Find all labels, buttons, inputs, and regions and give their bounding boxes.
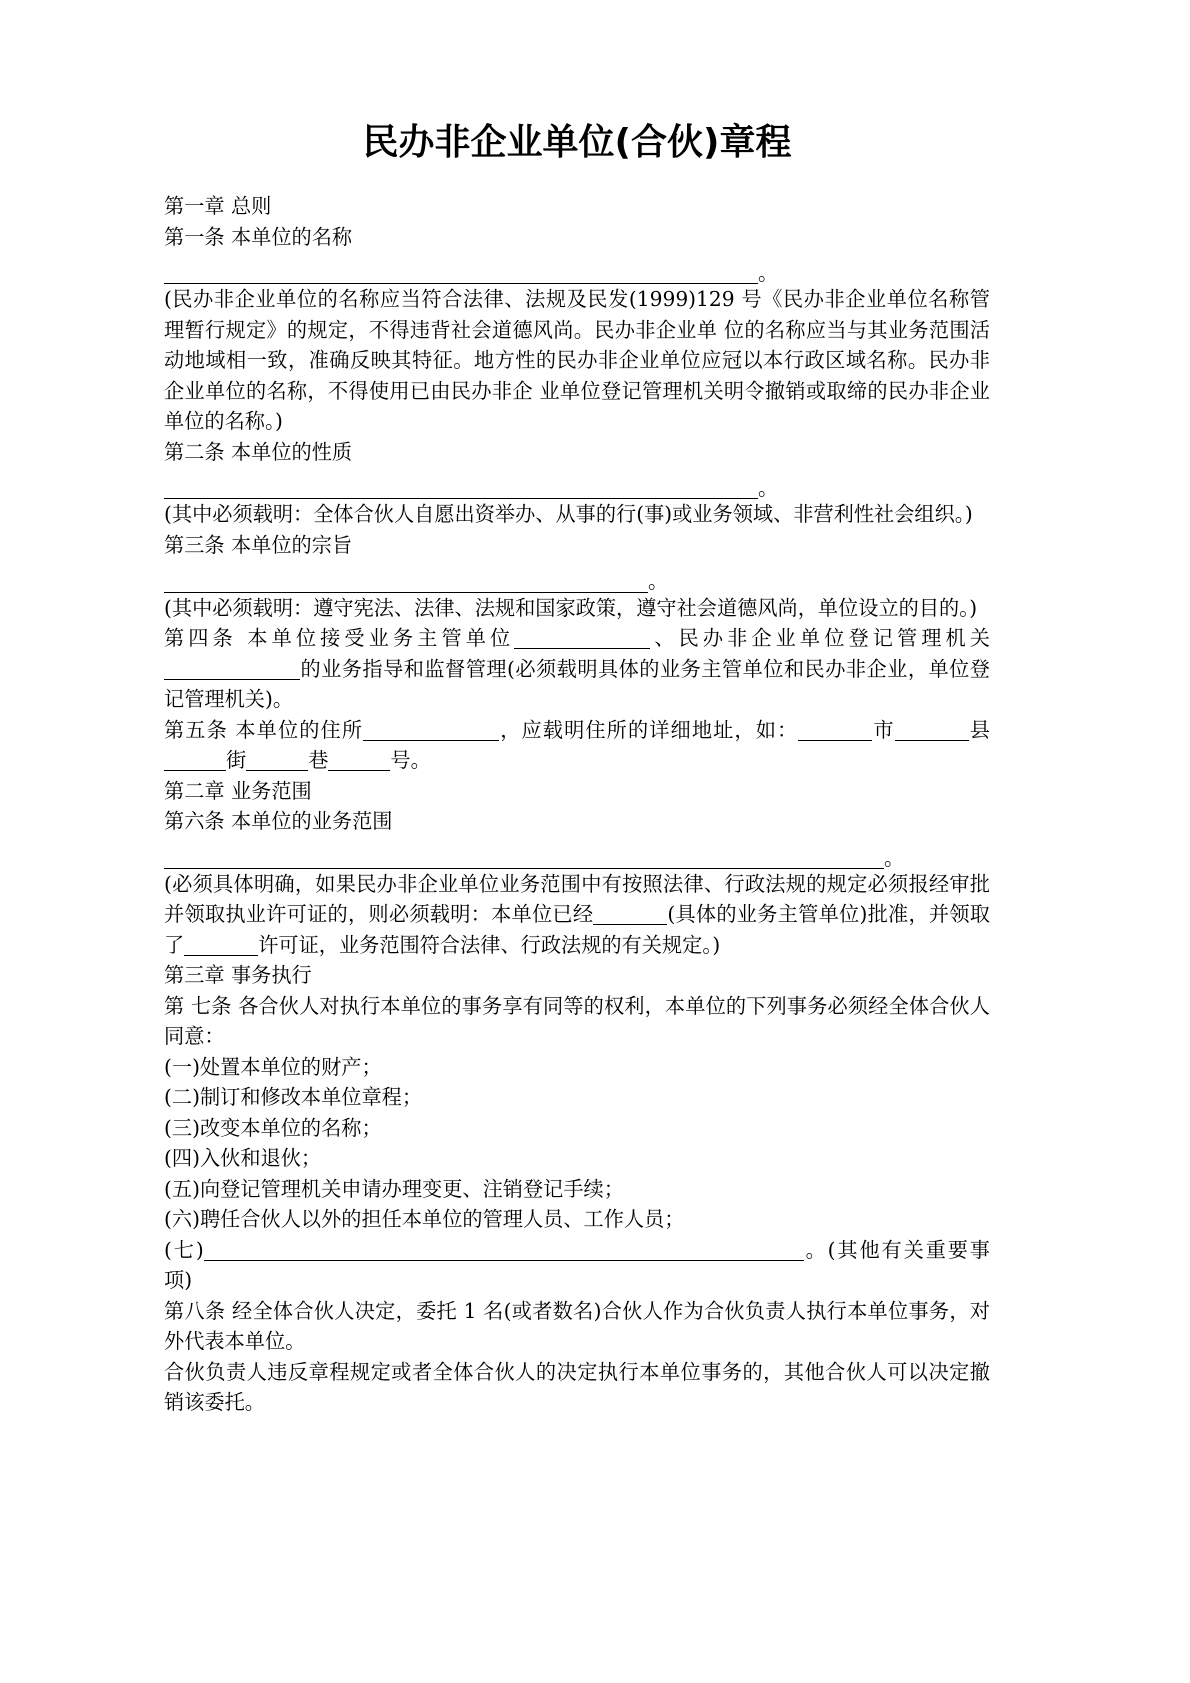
article-1-heading: 第一条 本单位的名称 bbox=[164, 224, 353, 249]
article-1-fill-in-line[interactable] bbox=[164, 263, 990, 284]
article-1-blank-tail: 。 bbox=[758, 261, 779, 285]
article-2-fill-in-line[interactable] bbox=[164, 478, 990, 499]
article-5-blank-street[interactable] bbox=[164, 754, 226, 771]
document-body bbox=[164, 120, 990, 1418]
article-5-label-xiang: 巷 bbox=[308, 748, 329, 773]
article-5-text-1: 第五条 本单位的住所 bbox=[164, 717, 364, 742]
article-4-blank-2[interactable] bbox=[164, 663, 300, 680]
list-item: (六)聘任合伙人以外的担任本单位的管理人员、工作人员； bbox=[164, 1207, 685, 1232]
spacer bbox=[164, 467, 990, 478]
article-4-text-3: 的业务指导和监督管理(必须载明具体的业务主管单位和民办非企业，单位登记管理机关)。 bbox=[164, 656, 990, 712]
article-5-label-xian: 县 bbox=[968, 717, 990, 742]
article-5-blank-number[interactable] bbox=[328, 754, 390, 771]
article-5-blank-city[interactable] bbox=[798, 724, 872, 741]
spacer bbox=[164, 837, 990, 848]
list-item-7-blank[interactable] bbox=[204, 1244, 804, 1261]
list-item: (四)入伙和退伙； bbox=[164, 1146, 322, 1171]
article-5-label-shi: 市 bbox=[872, 717, 895, 742]
article-4-paragraph bbox=[164, 623, 990, 715]
chapter-3-heading: 第三章 事务执行 bbox=[164, 963, 312, 988]
article-3-blank-tail: 。 bbox=[648, 569, 669, 594]
article-6-blank-tail: 。 bbox=[884, 845, 905, 870]
list-item: (二)制订和修改本单位章程； bbox=[164, 1085, 423, 1110]
article-4-text-1: 第四条 本单位接受业务主管单位 bbox=[164, 626, 515, 651]
article-4-text-2: 、民办非企业单位登记管理机关 bbox=[650, 626, 990, 651]
article-1-note: (民办非企业单位的名称应当符合法律、法规及民发(1999)129 号《民办非企业单位名称管理暂行规定》的规定，不得违背社会道德风尚。民办非企业单 位的名称应当与其业务范围活动地域相一致，准确反映其特征。地方性的民办非企业单位应冠以本行政区域名称。民办非企业单位的名称，不得使用已由民办非企 业单位登记管理机关明令撤销或取缔的民办非企业单位的名称。) bbox=[164, 287, 990, 434]
article-6-blank-2[interactable] bbox=[184, 939, 258, 956]
article-4-blank-1[interactable] bbox=[514, 632, 650, 649]
blank-rule[interactable] bbox=[164, 572, 648, 593]
list-item-7-label: (七) bbox=[164, 1237, 204, 1262]
list-item-7-tail: 。(其他有关重要事项) bbox=[164, 1237, 990, 1293]
article-3-heading: 第三条 本单位的宗旨 bbox=[164, 532, 353, 557]
article-2-heading: 第二条 本单位的性质 bbox=[164, 439, 353, 464]
article-5-text-2: ，应载明住所的详细地址，如： bbox=[499, 717, 799, 742]
list-item: (三)改变本单位的名称； bbox=[164, 1115, 382, 1140]
article-6-blank-1[interactable] bbox=[593, 908, 667, 925]
article-2-note: (其中必须载明：全体合伙人自愿出资举办、从事的行(事)或业务领域、非营利性社会组织。) bbox=[164, 502, 973, 527]
article-3-fill-in-line[interactable] bbox=[164, 571, 990, 592]
article-6-note-text-2: (具体的业务主管单位)批准，并领取了 bbox=[164, 902, 990, 957]
article-5-paragraph bbox=[164, 715, 990, 776]
list-item-7 bbox=[164, 1235, 990, 1296]
article-6-note-text-3: 许可证，业务范围符合法律、行政法规的有关规定。) bbox=[258, 932, 721, 957]
chapter-2-heading: 第二章 业务范围 bbox=[164, 778, 312, 803]
blank-rule[interactable] bbox=[164, 848, 884, 869]
chapter-1-heading: 第一章 总则 bbox=[164, 194, 272, 218]
article-6-note bbox=[164, 869, 990, 961]
list-item: (五)向登记管理机关申请办理变更、注销登记手续； bbox=[164, 1176, 624, 1201]
article-8-paragraph-1: 第八条 经全体合伙人决定，委托 1 名(或者数名)合伙人作为合伙负责人执行本单位事务，对外代表本单位。 bbox=[164, 1298, 990, 1354]
article-6-fill-in-line[interactable] bbox=[164, 845, 990, 870]
article-6-note-text-1: (必须具体明确，如果民办非企业单位业务范围中有按照法律、行政法规的规定必须报经审批并领取执业许可证的，则必须载明：本单位已经 bbox=[164, 871, 990, 927]
article-3-note: (其中必须载明：遵守宪法、法律、法规和国家政策，遵守社会道德风尚，单位设立的目的。) bbox=[164, 595, 978, 620]
spacer bbox=[164, 252, 990, 263]
article-2-blank-tail: 。 bbox=[758, 476, 779, 501]
article-5-blank-county[interactable] bbox=[895, 724, 969, 741]
article-5-label-jie: 街 bbox=[226, 748, 247, 773]
article-6-heading: 第六条 本单位的业务范围 bbox=[164, 809, 393, 834]
blank-rule[interactable] bbox=[164, 263, 758, 284]
spacer bbox=[164, 560, 990, 571]
page-title: 民办非企业单位(合伙)章程 bbox=[362, 122, 792, 163]
article-5-blank-lane[interactable] bbox=[246, 754, 308, 771]
blank-rule[interactable] bbox=[164, 478, 758, 499]
list-item: (一)处置本单位的财产； bbox=[164, 1054, 382, 1079]
article-5-blank-address[interactable] bbox=[363, 724, 499, 741]
article-8-paragraph-2: 合伙负责人违反章程规定或者全体合伙人的决定执行本单位事务的，其他合伙人可以决定撤销该委托。 bbox=[164, 1359, 990, 1415]
article-5-label-hao: 号。 bbox=[390, 748, 431, 773]
article-7-intro: 第 七条 各合伙人对执行本单位的事务享有同等的权利，本单位的下列事务必须经全体合伙人同意： bbox=[164, 993, 990, 1049]
